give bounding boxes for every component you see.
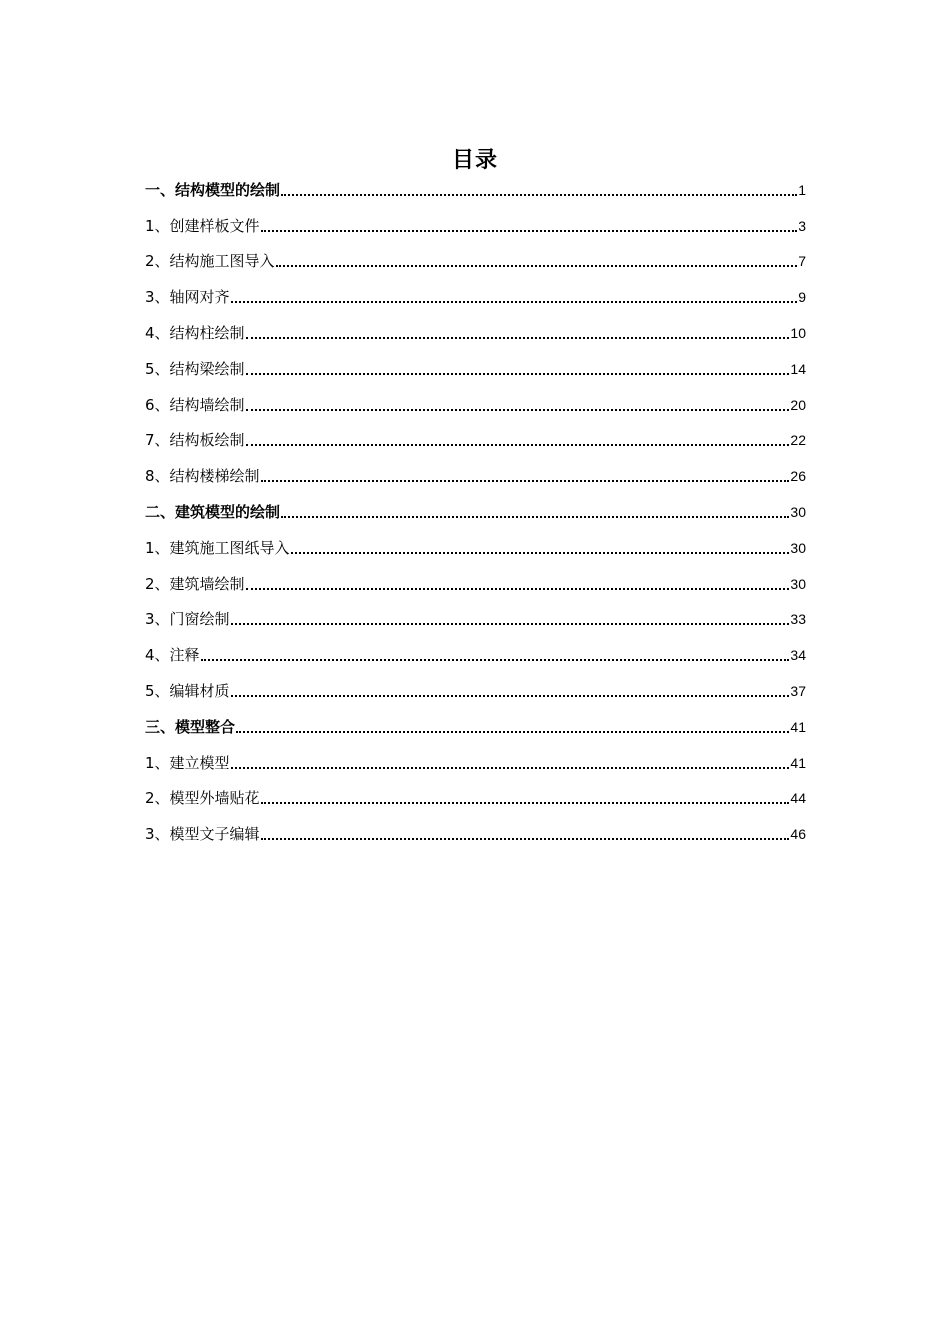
toc-entry-label: 5、编辑材质 [145, 681, 230, 700]
toc-page-number: 41 [790, 718, 806, 735]
toc-page-number: 34 [790, 647, 806, 664]
toc-subsection-entry[interactable] [145, 240, 806, 276]
toc-entry-label: 1、建筑施工图纸导入 [145, 538, 290, 557]
toc-entry-label: 2、建筑墙绘制 [145, 574, 245, 593]
toc-entry-label: 3、模型文子编辑 [145, 825, 260, 844]
toc-subsection-entry[interactable] [145, 562, 806, 598]
toc-dot-leader [231, 695, 790, 697]
toc-page-number: 30 [790, 503, 806, 520]
toc-page-number: 10 [790, 324, 806, 341]
toc-subsection-entry[interactable] [145, 633, 806, 669]
toc-page-number: 30 [790, 539, 806, 556]
toc-dot-leader [291, 552, 790, 554]
toc-entry-label: 二、建筑模型的绘制 [145, 502, 281, 521]
toc-entry-label: 4、结构柱绘制 [145, 323, 245, 342]
toc-dot-leader [246, 373, 790, 375]
toc-dot-leader [246, 409, 790, 411]
toc-page-number: 26 [790, 468, 806, 485]
toc-page-number: 14 [790, 360, 806, 377]
toc-entry-label: 5、结构梁绘制 [145, 359, 245, 378]
toc-page-number: 1 [798, 181, 806, 198]
toc-page-number: 3 [798, 217, 806, 234]
table-of-contents [145, 168, 806, 848]
toc-section-entry[interactable] [145, 490, 806, 526]
toc-section-entry[interactable] [145, 168, 806, 204]
toc-subsection-entry[interactable] [145, 669, 806, 705]
toc-dot-leader [246, 337, 790, 339]
toc-subsection-entry[interactable] [145, 777, 806, 813]
toc-entry-label: 3、轴网对齐 [145, 288, 230, 307]
toc-page-number: 37 [790, 682, 806, 699]
toc-entry-label: 6、结构墙绘制 [145, 395, 245, 414]
toc-page-number: 33 [790, 611, 806, 628]
toc-dot-leader [236, 731, 789, 733]
toc-subsection-entry[interactable] [145, 347, 806, 383]
toc-dot-leader [261, 480, 790, 482]
toc-entry-label: 2、模型外墙贴花 [145, 789, 260, 808]
toc-subsection-entry[interactable] [145, 526, 806, 562]
toc-subsection-entry[interactable] [145, 383, 806, 419]
toc-dot-leader [261, 230, 798, 232]
toc-dot-leader [246, 588, 790, 590]
toc-title: 目录 [451, 148, 498, 173]
toc-entry-label: 7、结构板绘制 [145, 431, 245, 450]
toc-dot-leader [231, 767, 790, 769]
toc-page-number: 44 [790, 790, 806, 807]
toc-dot-leader [261, 838, 790, 840]
toc-entry-label: 一、结构模型的绘制 [145, 180, 281, 199]
toc-dot-leader [231, 623, 790, 625]
toc-page-number: 30 [790, 575, 806, 592]
toc-dot-leader [201, 659, 790, 661]
toc-entry-label: 2、结构施工图导入 [145, 252, 275, 271]
toc-entry-label: 3、门窗绘制 [145, 610, 230, 629]
toc-dot-leader [281, 194, 797, 196]
toc-page-number: 9 [798, 289, 806, 306]
toc-dot-leader [231, 301, 798, 303]
toc-dot-leader [281, 516, 789, 518]
toc-subsection-entry[interactable] [145, 311, 806, 347]
toc-subsection-entry[interactable] [145, 812, 806, 848]
toc-entry-label: 三、模型整合 [145, 717, 236, 736]
toc-dot-leader [261, 802, 790, 804]
toc-subsection-entry[interactable] [145, 275, 806, 311]
toc-subsection-entry[interactable] [145, 419, 806, 455]
toc-entry-label: 1、创建样板文件 [145, 216, 260, 235]
toc-subsection-entry[interactable] [145, 598, 806, 634]
toc-section-entry[interactable] [145, 705, 806, 741]
toc-subsection-entry[interactable] [145, 741, 806, 777]
toc-entry-label: 1、建立模型 [145, 753, 230, 772]
toc-page-number: 41 [790, 754, 806, 771]
toc-page-number: 46 [790, 826, 806, 843]
toc-dot-leader [246, 444, 790, 446]
toc-subsection-entry[interactable] [145, 454, 806, 490]
toc-entry-label: 8、结构楼梯绘制 [145, 467, 260, 486]
toc-page-number: 7 [798, 253, 806, 270]
toc-dot-leader [276, 265, 798, 267]
toc-subsection-entry[interactable] [145, 204, 806, 240]
toc-entry-label: 4、注释 [145, 646, 200, 665]
toc-page-number: 22 [790, 432, 806, 449]
toc-page-number: 20 [790, 396, 806, 413]
